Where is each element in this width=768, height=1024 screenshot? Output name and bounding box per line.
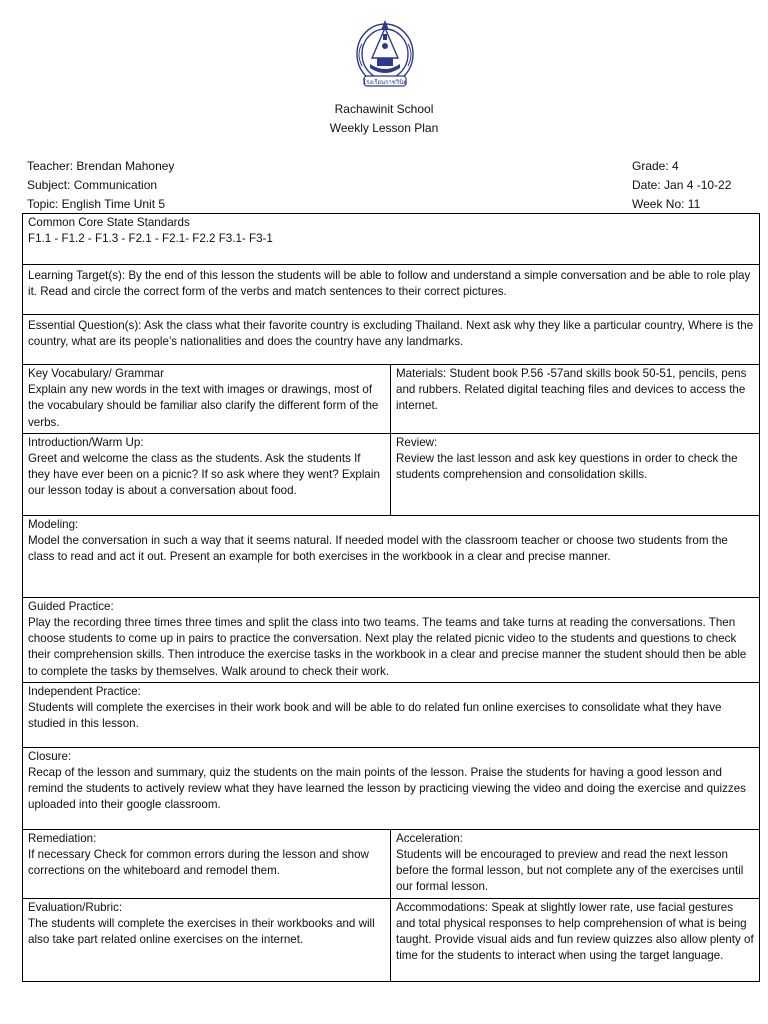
modeling-cell: [23, 515, 760, 597]
acceleration-text: Students will be encouraged to preview and read the next lesson before the formal lesson, but not complete any of the exercises until our formal lesson.: [396, 848, 744, 894]
materials-text: Materials: Student book P.56 -57and skills book 50-51, pencils, pens and rubbers. Related digital teaching files and devices to access the internet.: [396, 367, 747, 413]
review-label: Review:: [396, 435, 438, 449]
introduction-label: Introduction/Warm Up:: [28, 435, 144, 449]
standards-row: [23, 214, 760, 265]
lesson-plan-table: [22, 213, 760, 982]
vocabulary-text: Explain any new words in the text with images or drawings, most of the vocabulary should be familiar also clarify the different form of the verbs.: [28, 383, 379, 429]
remediation-text: If necessary Check for common errors during the lesson and show corrections on the whiteboard and remodel them.: [28, 848, 369, 878]
modeling-text: Model the conversation in such a way that it seems natural. If needed model with the classroom teacher or choose two students from the class to read and act it out. Present an example for both exercises in the workbook in a clear and precise manner.: [28, 534, 728, 564]
review-cell: [391, 433, 760, 515]
closure-text: Recap of the lesson and summary, quiz the students on the main points of the lesson. Praise the students for having a good lesson and remind the students to actively review what they have learned the lesson by practicing viewing the video and doing the exercise and quizzes uploaded into their google classroom.: [28, 766, 746, 812]
standards-label: Common Core State Standards: [28, 216, 190, 229]
vocabulary-label: Key Vocabulary/ Grammar: [28, 367, 164, 380]
independent-row: [23, 682, 760, 747]
essential-question-cell: [23, 315, 760, 365]
grade-field: Grade: 4: [632, 159, 679, 173]
remediation-cell: [23, 829, 391, 898]
closure-row: [23, 747, 760, 829]
remediation-label: Remediation:: [28, 831, 97, 845]
document-title: Weekly Lesson Plan: [329, 121, 439, 135]
guided-text: Play the recording three times three times and split the class into two teams. The teams and take turns at reading the conversations. Then choose students to come up in pairs to practice the conversation. Next play the related picnic video to the students and questions to check their comprehension skills. Then introduce the exercise tasks in the workbook in a clear and precise manner the student should then be able to complete the tasks by themselves. Walk around to check their work.: [28, 616, 747, 678]
introduction-text: Greet and welcome the class as the students. Ask the students If they have ever been on a picnic? If so ask where they went? Explain our lesson today is about a conversation about food.: [28, 452, 380, 498]
learning-target-cell: [23, 265, 760, 315]
teacher-field: Teacher: Brendan Mahoney: [27, 159, 175, 173]
guided-cell: [23, 597, 760, 682]
remediation-acceleration-row: [23, 829, 760, 898]
standards-cell: [23, 214, 760, 265]
independent-label: Independent Practice:: [28, 684, 141, 698]
date-field: Date: Jan 4 -10-22: [632, 178, 732, 192]
learning-target-row: [23, 265, 760, 315]
evaluation-label: Evaluation/Rubric:: [28, 900, 123, 914]
topic-field: Topic: English Time Unit 5: [27, 197, 166, 211]
essential-question-text: Essential Question(s): Ask the class what their favorite country is excluding Thailand. Next ask why they like a particular country, Where is the country, what are its people’s nationalities and does the country have any landmarks.: [28, 319, 754, 349]
acceleration-label: Acceleration:: [396, 831, 464, 845]
review-text: Review the last lesson and ask key questions in order to check the students comprehension and consolidation skills.: [396, 452, 738, 482]
standards-text: F1.1 - F1.2 - F1.3 - F2.1 - F2.1- F2.2 F3.1- F3-1: [28, 232, 273, 246]
logo-text: โรงเรียนราชวินิต: [362, 79, 408, 86]
subject-field: Subject: Communication: [27, 178, 158, 192]
independent-cell: [23, 682, 760, 747]
closure-cell: [23, 747, 760, 829]
materials-cell: [391, 365, 760, 434]
vocab-materials-row: [23, 365, 760, 434]
evaluation-cell: [23, 898, 391, 981]
essential-question-row: [23, 315, 760, 365]
school-name: Rachawinit School: [334, 102, 434, 116]
week-field: Week No: 11: [632, 197, 701, 211]
school-logo: [350, 14, 420, 90]
evaluation-text: The students will complete the exercises in their workbooks and will also take part related online exercises on the internet.: [28, 916, 375, 947]
introduction-cell: [23, 433, 391, 515]
vocabulary-cell: [23, 365, 391, 434]
closure-label: Closure:: [28, 749, 72, 763]
accommodations-cell: [391, 898, 760, 981]
independent-text: Students will complete the exercises in their work book and will be able to do related fun online exercises to consolidate what they have studied in this lesson.: [28, 701, 722, 731]
accommodations-text: Accommodations: Speak at slightly lower rate, use facial gestures and total physical responses to help comprehension of what is being taught. Provide visual aids and fun review quizzes also allow plenty of time for the students to interact when using the target language.: [396, 900, 754, 963]
evaluation-accommodations-row: [23, 898, 760, 981]
guided-row: [23, 597, 760, 682]
intro-review-row: [23, 433, 760, 515]
guided-label: Guided Practice:: [28, 599, 114, 613]
modeling-row: [23, 515, 760, 597]
acceleration-cell: [391, 829, 760, 898]
learning-target-text: Learning Target(s): By the end of this lesson the students will be able to follow and understand a simple conversation and be able to role play it. Read and circle the correct form of the verbs and match sentences to their correct pictures.: [28, 269, 751, 299]
modeling-label: Modeling:: [28, 517, 79, 531]
